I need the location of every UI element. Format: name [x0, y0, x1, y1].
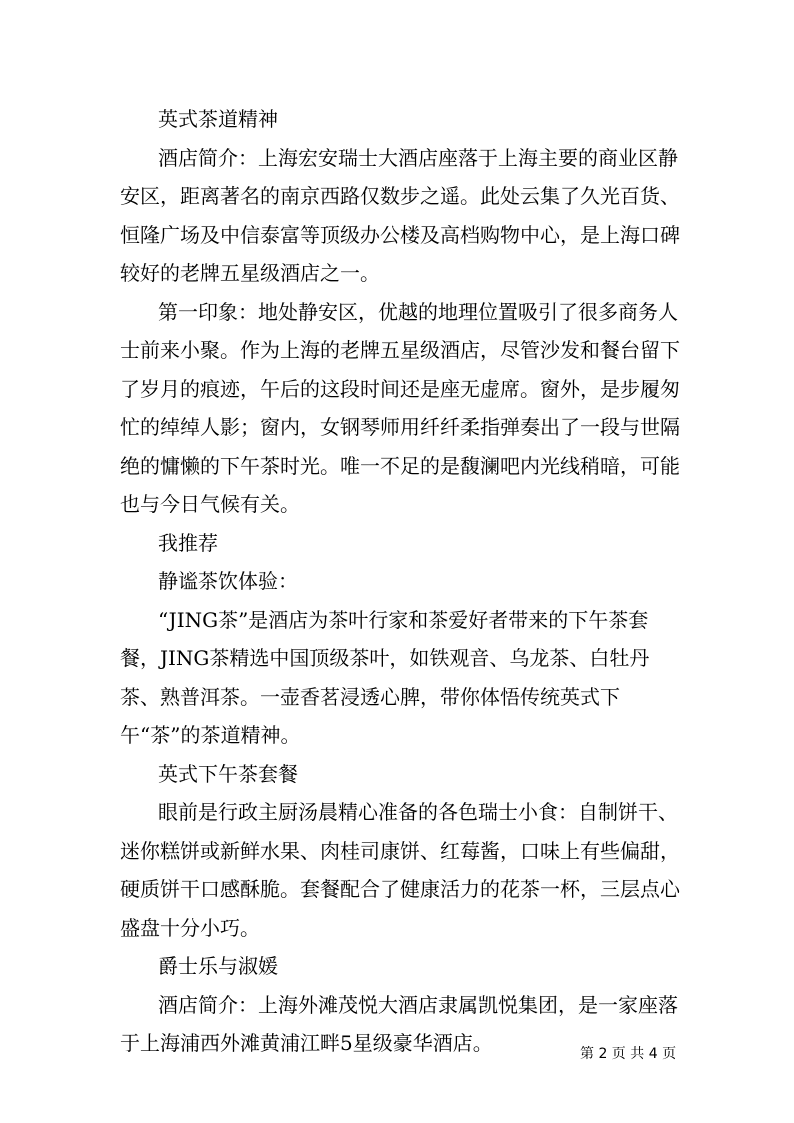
tea-experience-heading: 静谧茶饮体验： [158, 569, 298, 593]
afternoon-tea-set-heading: 英式下午茶套餐 [158, 761, 298, 786]
second-hotel-intro-paragraph: 酒店简介：上海外滩茂悦大酒店隶属凯悦集团，是一家座落于上海浦西外滩黄浦江畔5星级豪华酒店。 [120, 992, 678, 1055]
jing-tea-paragraph: “JING茶”是酒店为茶叶行家和茶爱好者带来的下午茶套餐，JING茶精选中国顶级茶叶，如铁观音、乌龙茶、白牡丹茶、熟普洱茶。一壶香茗浸透心脾，带你体悟传统英式下午“茶”的茶道精神。 [120, 607, 650, 747]
first-impression-paragraph: 第一印象：地处静安区，优越的地理位置吸引了很多商务人士前来小聚。作为上海的老牌五星级酒店，尽管沙发和餐台留下了岁月的痕迹，午后的这段时间还是座无虚席。窗外，是步履匆忙的绰绰人影；窗内，女钢琴师用纤纤柔指弹奏出了一段与世隔绝的慵懒的下午茶时光。唯一不足的是馥澜吧内光线稍暗，可能也与今日气候有关。 [120, 299, 680, 516]
recommendation-heading: 我推荐 [158, 530, 218, 555]
section-heading-english-tea: 英式茶道精神 [158, 107, 278, 131]
afternoon-tea-set-paragraph: 眼前是行政主厨汤晨精心准备的各色瑞士小食：自制饼干、迷你糕饼或新鲜水果、肉桂司康饼、红莓酱，口味上有些偏甜，硬质饼干口感酥脆。套餐配合了健康活力的花茶一杯，三层点心盛盘十分小巧。 [120, 800, 680, 940]
document-body [120, 100, 680, 1063]
page-number-footer: 第 2 页 共 4 页 [580, 1046, 677, 1062]
jazz-heading: 爵士乐与淑媛 [158, 954, 278, 978]
hotel-intro-paragraph: 酒店简介：上海宏安瑞士大酒店座落于上海主要的商业区静安区，距离著名的南京西路仅数步之遥。此处云集了久光百货、恒隆广场及中信泰富等顶级办公楼及高档购物中心，是上海口碑较好的老牌五星级酒店之一。 [120, 145, 680, 285]
